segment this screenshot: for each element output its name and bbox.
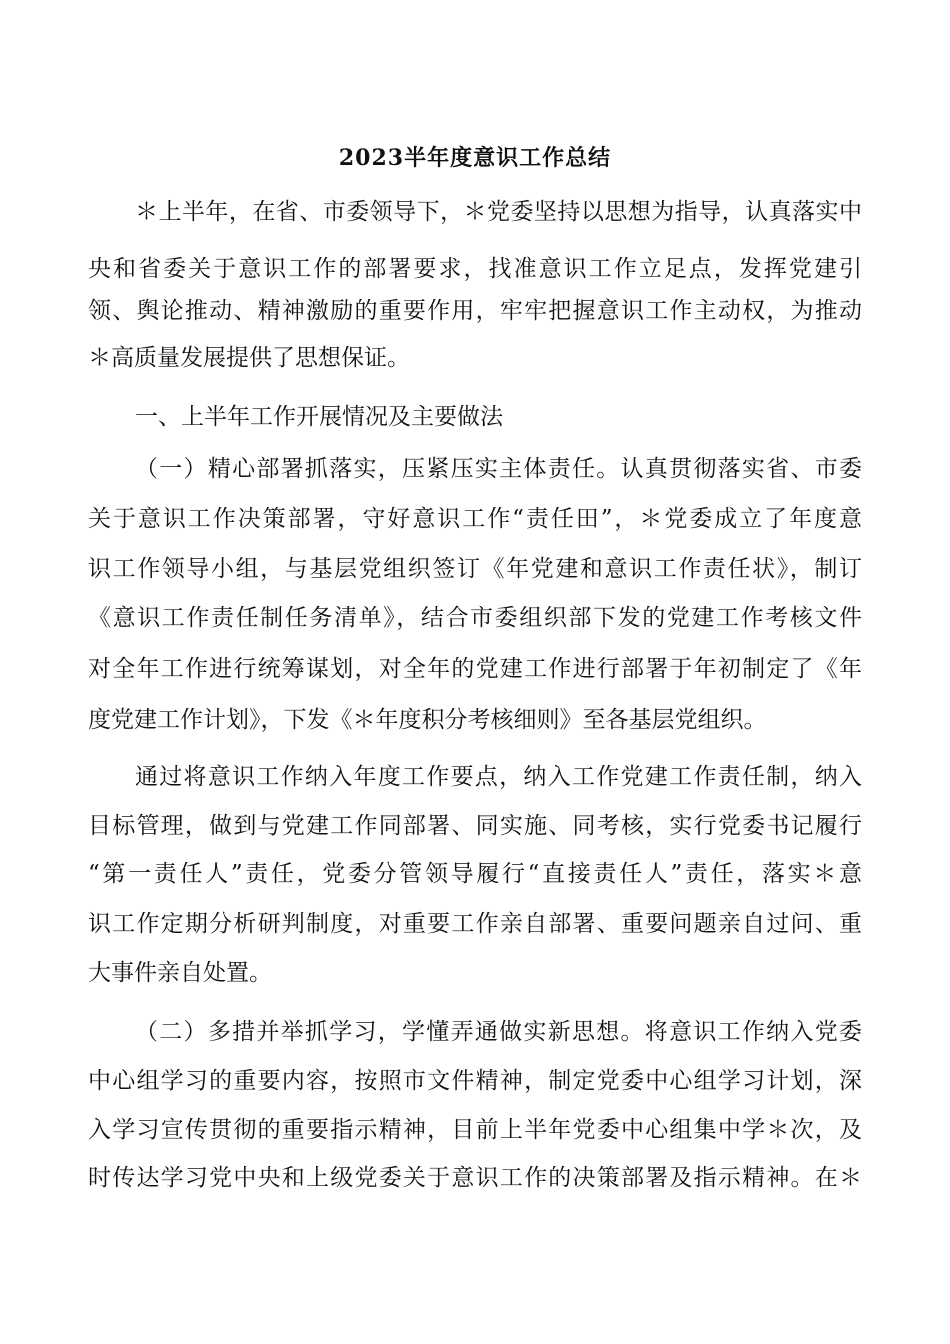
section-heading-1: 一、上半年工作开展情况及主要做法 (135, 404, 503, 430)
paragraph-2-line-3: 识工作领导小组，与基层党组织签订《年党建和意识工作责任状》，制订 (88, 556, 862, 582)
paragraph-1-line-3: 领、舆论推动、精神激励的重要作用，牢牢把握意识工作主动权，为推动 (88, 298, 862, 324)
document-title: 2023半年度意识工作总结 (338, 145, 612, 171)
paragraph-3-line-5: 大事件亲自处置。 (88, 960, 272, 986)
paragraph-4-line-2: 中心组学习的重要内容，按照市文件精神，制定党委中心组学习计划，深 (88, 1068, 862, 1094)
paragraph-3-line-1: 通过将意识工作纳入年度工作要点，纳入工作党建工作责任制，纳入 (135, 764, 862, 790)
paragraph-2-line-5: 对全年工作进行统筹谋划，对全年的党建工作进行部署于年初制定了《年 (88, 656, 862, 682)
paragraph-1-line-1: ＊上半年，在省、市委领导下，＊党委坚持以思想为指导，认真落实中 (135, 199, 862, 225)
paragraph-1-line-4: ＊高质量发展提供了思想保证。 (88, 345, 410, 371)
paragraph-3-line-4: 识工作定期分析研判制度，对重要工作亲自部署、重要问题亲自过问、重 (88, 911, 862, 937)
paragraph-2-line-6: 度党建工作计划》，下发《＊年度积分考核细则》至各基层党组织。 (88, 707, 767, 733)
paragraph-4-line-1: （二）多措并举抓学习，学懂弄通做实新思想。将意识工作纳入党委 (135, 1019, 862, 1045)
paragraph-2-line-1: （一）精心部署抓落实，压紧压实主体责任。认真贯彻落实省、市委 (135, 456, 862, 482)
paragraph-4-line-4: 时传达学习党中央和上级党委关于意识工作的决策部署及指示精神。在＊ (88, 1165, 862, 1191)
paragraph-3-line-2: 目标管理，做到与党建工作同部署、同实施、同考核，实行党委书记履行 (88, 813, 862, 839)
paragraph-4-line-3: 入学习宣传贯彻的重要指示精神，目前上半年党委中心组集中学＊次，及 (88, 1117, 862, 1143)
paragraph-2-line-4: 《意识工作责任制任务清单》，结合市委组织部下发的党建工作考核文件 (88, 605, 862, 631)
paragraph-3-line-3: “第一责任人”责任，党委分管领导履行“直接责任人”责任，落实＊意 (88, 861, 862, 887)
paragraph-2-line-2: 关于意识工作决策部署，守好意识工作“责任田”，＊党委成立了年度意 (88, 506, 862, 532)
paragraph-1-line-2: 央和省委关于意识工作的部署要求，找准意识工作立足点，发挥党建引 (88, 256, 862, 282)
